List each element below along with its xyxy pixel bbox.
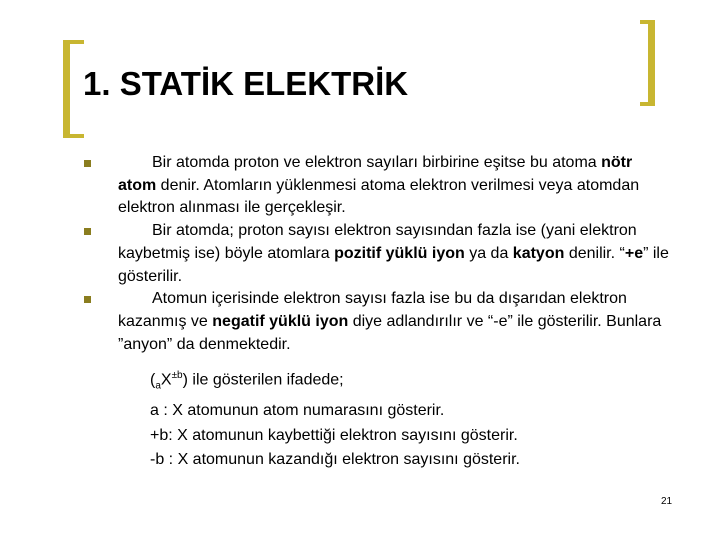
square-bullet-icon xyxy=(84,160,91,167)
bullet-text: Atomun içerisinde elektron sayısı fazla ise bu da dışarıdan elektron kazanmış ve negatif yüklü iyon diye adlandırılır ve “-e” ile gösterilir. Bunlara ”anyon” da denmektedir. xyxy=(118,290,662,353)
square-bullet-icon xyxy=(84,296,91,303)
bullet-list xyxy=(84,152,674,356)
left-bracket-decoration xyxy=(63,40,84,138)
square-bullet-icon xyxy=(84,228,91,235)
bullet-text: Bir atomda proton ve elektron sayıları birbirine eşitse bu atoma nötr atom denir. Atomların yüklenmesi atoma elektron verilmesi veya atomdan elektron alınması ile gerçekleşir. xyxy=(118,154,640,217)
formula-line: $(_aX^{\pm b})$ ile gösterilen ifadede; xyxy=(150,370,344,392)
definition-line: -b : X atomunun kazandığı elektron sayısını gösterir. xyxy=(150,451,520,469)
right-bracket-top xyxy=(640,20,655,24)
bullet-item xyxy=(84,152,674,220)
definition-line: a : X atomunun atom numarasını gösterir. xyxy=(150,402,445,420)
slide-title: 1. STATİK ELEKTRİK xyxy=(83,65,409,102)
formula-block xyxy=(150,364,520,473)
bullet-item xyxy=(84,288,674,356)
bullet-text: Bir atomda; proton sayısı elektron sayısından fazla ise (yani elektron kaybetmiş ise) böyle atomlara pozitif yüklü iyon ya da katyon denilir. “+e” ile gösterilir. xyxy=(118,222,669,285)
right-bracket-bottom xyxy=(640,102,655,106)
page-number: 21 xyxy=(661,496,673,507)
right-bracket-decoration xyxy=(648,20,655,106)
bullet-item xyxy=(84,220,674,288)
definition-line: +b: X atomunun kaybettiği elektron sayısını gösterir. xyxy=(150,426,518,444)
